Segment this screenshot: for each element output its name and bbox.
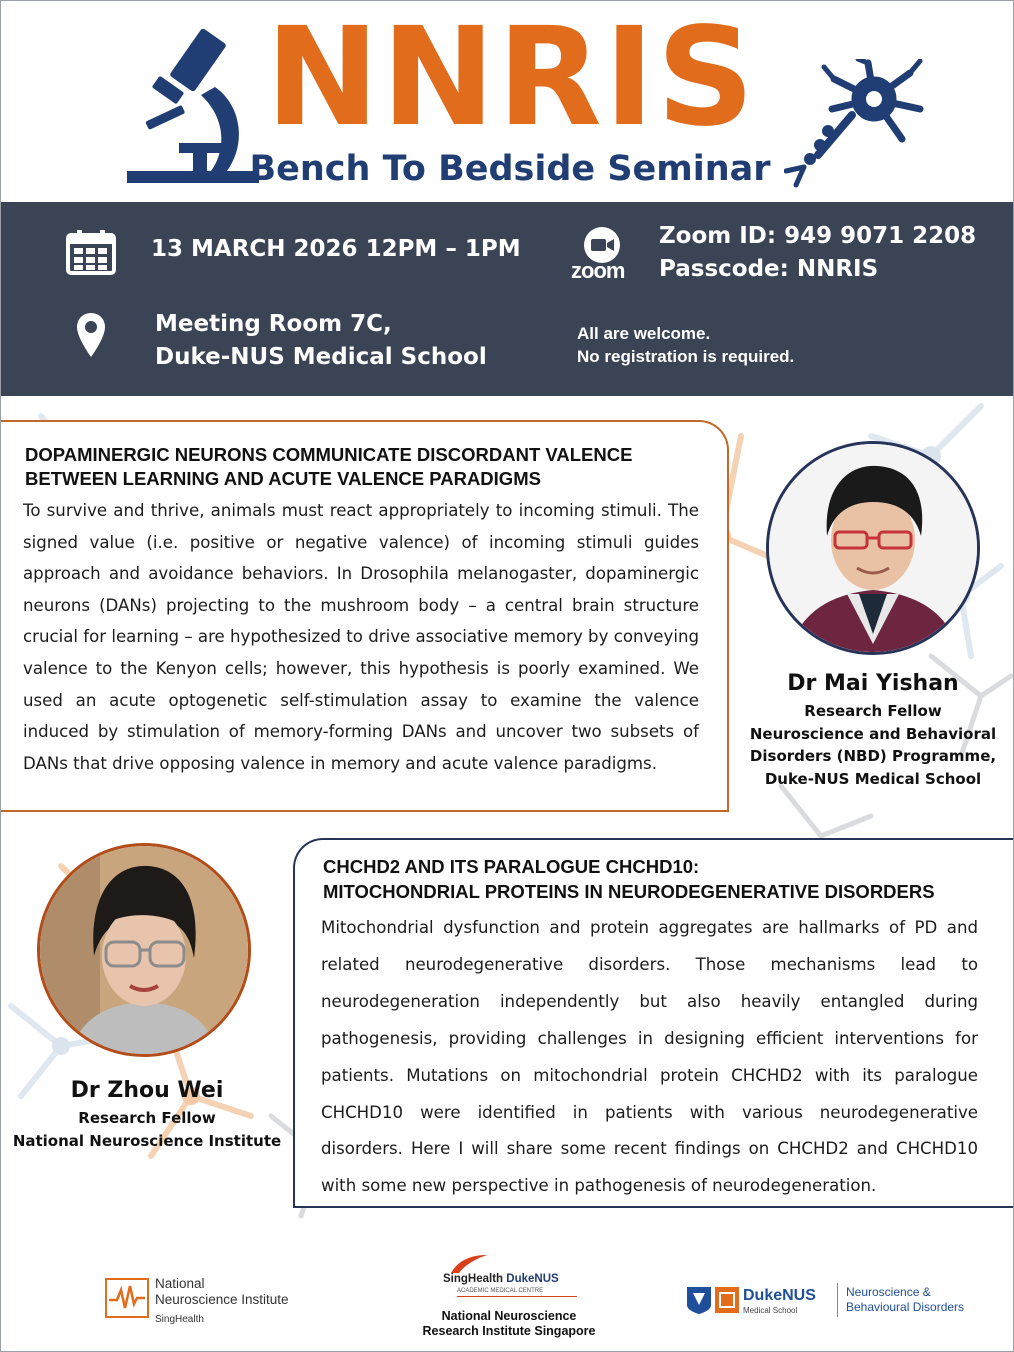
talk-1-box — [1, 420, 729, 812]
venue-school: Duke-NUS Medical School — [155, 344, 487, 370]
speaker-2-photo — [37, 843, 251, 1057]
nni-name-line: Neuroscience Institute — [155, 1292, 289, 1307]
welcome-note — [577, 322, 794, 368]
singhealth-label: SingHealth — [443, 1273, 504, 1285]
logo-divider — [837, 1283, 838, 1317]
talk-1-title-line: DOPAMINERGIC NEURONS COMMUNICATE DISCORDANT VALENCE — [25, 444, 633, 465]
speaker-1-affiliation: Disorders (NBD) Programme, — [749, 747, 997, 765]
talk-1-title — [25, 443, 632, 491]
dukenus-label: DukeNUS — [506, 1273, 559, 1285]
event-subtitle: Bench To Bedside Seminar — [249, 149, 771, 189]
zoom-meeting-info — [659, 220, 976, 286]
zoom-id: Zoom ID: 949 9071 2208 — [659, 223, 977, 249]
zoom-passcode: Passcode: NNRIS — [659, 256, 879, 282]
nni-emblem-icon — [105, 1278, 149, 1318]
speaker-2-title: Research Fellow — [78, 1109, 216, 1127]
event-title: NNRIS — [265, 0, 757, 157]
dukenus-nbd-logo — [685, 1281, 965, 1321]
event-date: 13 MARCH 2026 12PM – 1PM — [151, 236, 521, 262]
speaker-2-name: Dr Zhou Wei — [70, 1078, 224, 1103]
zoom-wordmark: zoom — [571, 258, 625, 283]
talk-1-abstract: To survive and thrive, animals must react appropriately to incoming stimuli. The signed value (i.e. positive or negative valence) of incoming stimuli guides approach and avoidance behaviors. In Drosophila melanogaster, dopaminergic neurons (DANs) projecting to the mushroom body – a central brain structure crucial for learning – are hypothesized to drive associative memory by conveying valence to the Kenyon cells; however, this hypothesis is poorly examined. We used an acute optogenetic self-stimulation assay to examine the valence induced by stimulation of memory-forming DANs and uncover two subsets of DANs that drive opposing valence in memory and acute valence paradigms. — [23, 501, 699, 773]
registration-note: No registration is required. — [577, 347, 795, 366]
talk-2-box — [293, 838, 1014, 1208]
speaker-1 — [743, 668, 1003, 790]
nbd-name-line: Behavioural Disorders — [846, 1300, 965, 1314]
dukenus-wordmark: DukeNUS — [743, 1287, 816, 1304]
amc-logo — [409, 1253, 609, 1343]
nni-name-line: National — [155, 1276, 205, 1291]
nni-name — [155, 1276, 289, 1308]
speaker-2 — [11, 1075, 283, 1152]
location-pin-icon — [76, 312, 106, 358]
singhealth-swoosh-icon — [449, 1253, 489, 1275]
welcome-line: All are welcome. — [577, 324, 711, 343]
calendar-icon — [66, 229, 116, 275]
nnris-name — [409, 1309, 609, 1339]
venue — [155, 308, 487, 374]
neuron-icon — [784, 59, 924, 189]
amc-caption: ACADEMIC MEDICAL CENTRE — [457, 1288, 577, 1297]
nnris-name-line: National Neuroscience — [441, 1309, 577, 1323]
speaker-1-affiliation: Neuroscience and Behavioral — [749, 724, 997, 743]
speaker-1-title: Research Fellow — [804, 702, 942, 720]
nni-parent: SingHealth — [155, 1314, 204, 1325]
talk-1-title-line: BETWEEN LEARNING AND ACUTE VALENCE PARADIGMS — [25, 468, 541, 489]
dukenus-school: Medical School — [743, 1306, 798, 1315]
nni-logo — [105, 1276, 305, 1328]
venue-room: Meeting Room 7C, — [155, 311, 392, 337]
speaker-1-photo — [766, 441, 980, 655]
event-details-band — [1, 202, 1013, 396]
speaker-1-name: Dr Mai Yishan — [787, 671, 959, 696]
nbd-name-line: Neuroscience & — [846, 1285, 931, 1299]
speaker-2-affiliation: National Neuroscience Institute — [12, 1131, 282, 1150]
nbd-programme — [846, 1285, 964, 1315]
talk-2-title-line: CHCHD2 AND ITS PARALOGUE CHCHD10: — [323, 856, 700, 877]
nnris-name-line: Research Institute Singapore — [422, 1324, 596, 1338]
talk-2-abstract: Mitochondrial dysfunction and protein aggregates are hallmarks of PD and related neurodegenerative disorders. Those mechanisms lead to neurodegeneration independently but also heavily entangled during pathogenesis, providing challenges in designing efficient interventions for patients. Mutations on mitochondrial protein CHCHD2 with its paralogue CHCHD10 were identified in patients with various neurodegenerative disorders. Here I will share some recent findings on CHCHD2 and CHCHD10 with some new perspective in pathogenesis of neurodegeneration. — [321, 918, 978, 1196]
duke-shield-icon — [685, 1285, 741, 1315]
talk-2-title — [323, 854, 935, 904]
talk-2-title-line: MITOCHONDRIAL PROTEINS IN NEURODEGENERATIVE DISORDERS — [323, 881, 935, 902]
speaker-1-affiliation: Duke-NUS Medical School — [764, 769, 982, 788]
